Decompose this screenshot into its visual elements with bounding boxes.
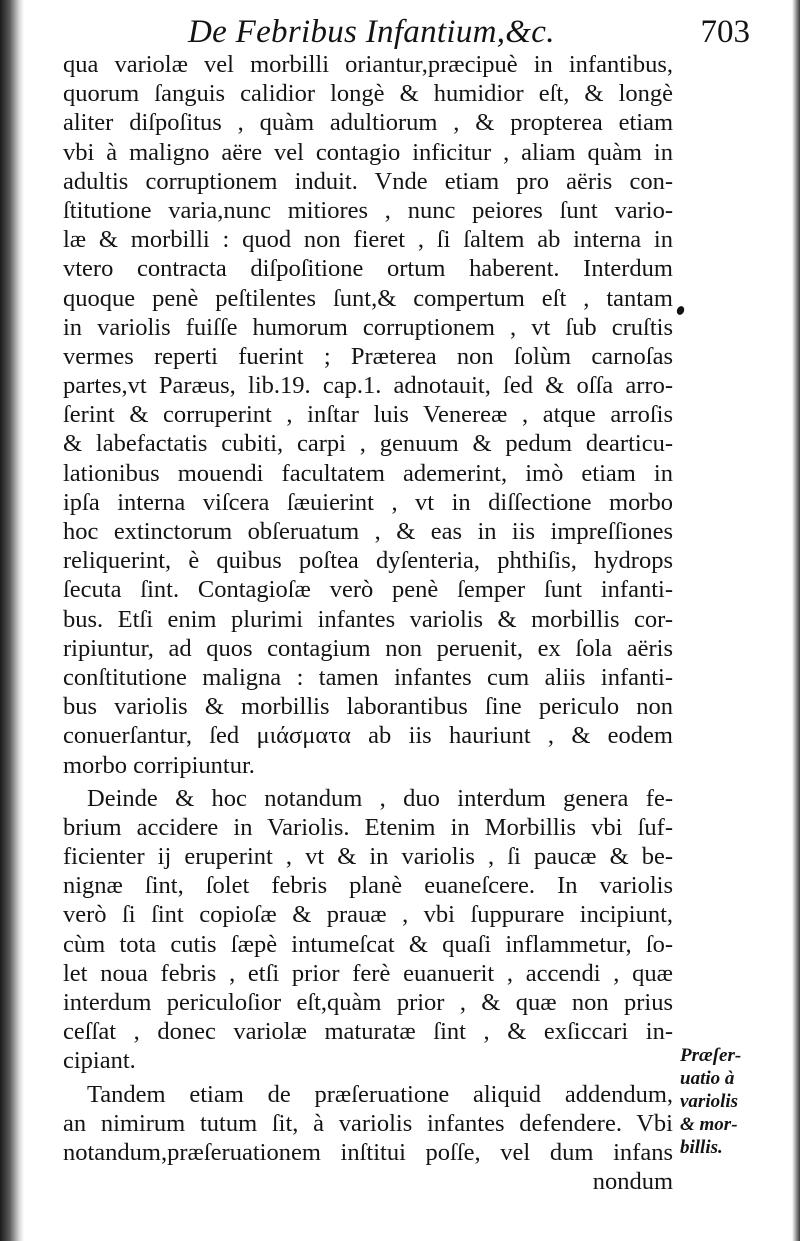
text-line: vermes reperti fuerint ; Præterea non ſolùm carnoſas	[63, 342, 673, 370]
text-line: adultis corruptionem induit. Vnde etiam pro aëris con-	[63, 167, 673, 195]
text-line: morbo corripiuntur.	[63, 751, 255, 779]
text-line: vtero contracta diſpoſitione ortum haberent. Interdum	[63, 255, 673, 283]
text-line: ſtitutione varia,nunc mitiores , nunc peiores ſunt vario-	[63, 196, 673, 224]
text-line: reliquerint, è quibus poſtea dyſenteria, phthiſis, hydrops	[63, 547, 673, 575]
text-line: in variolis fuiſſe humorum corruptionem , vt ſub cruſtis	[63, 313, 673, 341]
text-line: conuerſantur, ſed μιάσματα ab iis hauriunt , & eodem	[63, 722, 673, 750]
text-line: ſerint & corruperint , inſtar luis Venereæ , atque arroſis	[63, 401, 673, 429]
margin-note	[680, 1044, 770, 1159]
text-line: ipſa interna viſcera ſæuierint , vt in diſſectione morbo	[63, 488, 673, 516]
margin-note-line: billis.	[680, 1137, 723, 1158]
text-line: quoque penè peſtilentes ſunt,& compertum eſt , tantam	[63, 284, 673, 312]
text-line: quorum ſanguis calidior longè & humidior eſt, & longè	[63, 80, 673, 108]
text-line: notandum,præſeruationem inſtitui poſſe, vel dum infans	[63, 1138, 673, 1166]
margin-note-line: & mor-	[680, 1114, 738, 1135]
text-line: læ & morbilli : quod non fieret , ſi ſaltem ab interna in	[63, 226, 673, 254]
text-line: aliter diſpoſitus , quàm adultiorum , & propterea etiam	[63, 109, 673, 137]
margin-note-line: Præſer-	[680, 1045, 742, 1066]
text-line: bus variolis & morbillis laborantibus ſine periculo non	[63, 693, 673, 721]
text-line: ficienter ij eruperint , vt & in variolis , ſi paucæ & be-	[63, 843, 673, 871]
text-line: verò ſi ſint copioſæ & prauæ , vbi ſuppurare incipiunt,	[63, 901, 673, 929]
text-line: partes,vt Paræus, lib.19. cap.1. adnotauit, ſed & oſſa arro-	[63, 372, 673, 400]
text-line: bus. Etſi enim plurimi infantes variolis & morbillis cor-	[63, 605, 673, 633]
text-line: hoc extinctorum obſeruatum , & eas in iis impreſſiones	[63, 518, 673, 545]
text-line: lationibus mouendi facultatem ademerint, imò etiam in	[63, 459, 673, 487]
text-line: interdum periculoſior eſt,quàm prior , & quæ non prius	[63, 989, 673, 1016]
ink-blot-mark	[675, 305, 685, 316]
margin-note-line: variolis	[680, 1091, 739, 1112]
text-line: & labefactatis cubiti, carpi , genuum & pedum dearticu-	[63, 430, 673, 458]
margin-note-line: uatio à	[680, 1068, 735, 1089]
text-line: nignæ ſint, ſolet febris planè euaneſcere. In variolis	[63, 872, 673, 900]
paragraph-first-line: Tandem etiam de præſeruatione aliquid addendum,	[87, 1080, 673, 1108]
page-gutter-shadow	[0, 0, 24, 1241]
text-line: ceſſat , donec variolæ maturatæ ſint , & exſiccari in-	[63, 1018, 673, 1046]
text-line: ſecuta ſint. Contagioſæ verò penè ſemper ſunt infanti-	[63, 576, 673, 604]
body-text	[63, 50, 673, 1196]
running-title: De Febribus Infantium,&c.	[188, 14, 555, 50]
text-line: ripiuntur, ad quos contagium non peruenit, ex ſola aëris	[63, 634, 673, 662]
text-line: let noua febris , etſi prior ferè euanuerit , accendi , quæ	[63, 959, 673, 987]
paragraph-first-line: Deinde & hoc notandum , duo interdum genera fe-	[87, 784, 673, 812]
page-number: 703	[700, 14, 750, 50]
text-line: brium accidere in Variolis. Etenim in Morbillis vbi ſuf-	[63, 813, 673, 841]
text-line: qua variolæ vel morbilli oriantur,præcipuè in infantibus,	[63, 51, 673, 78]
text-line: cùm tota cutis ſæpè intumeſcat & quaſi inflammetur, ſo-	[63, 930, 673, 958]
text-line: an nimirum tutum ſit, à variolis infantes defendere. Vbi	[63, 1109, 673, 1137]
text-line: cipiant.	[63, 1047, 136, 1075]
text-line: vbi à maligno aëre vel contagio inficitur , aliam quàm in	[63, 138, 673, 166]
catchword: nondum	[592, 1168, 673, 1196]
page-edge-shadow	[792, 0, 800, 1241]
text-line: conſtitutione maligna : tamen infantes cum aliis infanti-	[63, 663, 673, 691]
page-header	[60, 14, 750, 54]
